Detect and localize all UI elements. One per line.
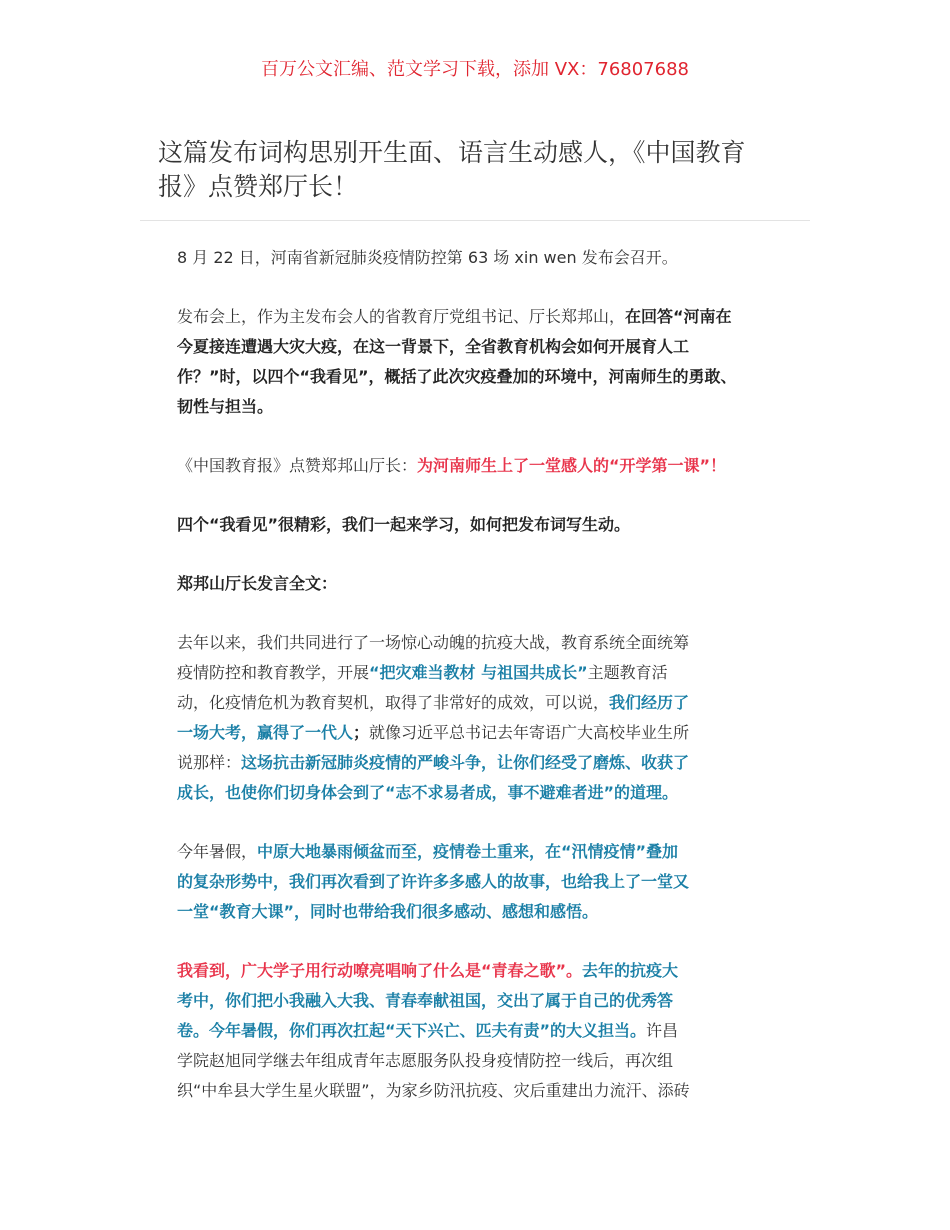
paragraph-line xyxy=(177,510,777,540)
bold-text: 郑邦山厅长发言全文： xyxy=(177,574,338,593)
body-text: 《中国教育报》点赞郑邦山厅长： xyxy=(177,456,418,475)
body-text: 今年暑假， xyxy=(177,842,258,861)
body-text: 说那样： xyxy=(177,753,242,772)
blue-highlight-text: 的复杂形势中，我们再次看到了许许多多感人的故事，也给我上了一堂又 xyxy=(177,872,690,891)
paragraph-line xyxy=(177,748,777,778)
article-paragraph xyxy=(177,628,777,808)
bold-text: 四个“我看见”很精彩，我们一起来学习，如何把发布词写生动。 xyxy=(177,515,631,534)
article-paragraph xyxy=(177,569,777,599)
paragraph-line xyxy=(177,332,777,362)
body-text: 发布会上，作为主发布会人的省教育厅党组书记、厅长郑邦山， xyxy=(177,307,626,326)
paragraph-line xyxy=(177,243,777,273)
article-paragraph xyxy=(177,451,777,481)
paragraph-line xyxy=(177,688,777,718)
paragraph-line xyxy=(177,1046,777,1076)
red-highlight-text: 我看到，广大学子用行动嘹亮唱响了什么是“青春之歌”。 xyxy=(177,961,583,980)
paragraph-line xyxy=(177,956,777,986)
paragraph-line xyxy=(177,451,777,481)
body-text: 学院赵旭同学继去年组成青年志愿服务队投身疫情防控一线后，再次组 xyxy=(177,1051,674,1070)
blue-highlight-text: 这场抗击新冠肺炎疫情的严峻斗争，让你们经受了磨炼、收获了 xyxy=(241,753,690,772)
body-text: 主题教育活 xyxy=(587,663,668,682)
paragraph-line xyxy=(177,718,777,748)
paragraph-line xyxy=(177,392,777,422)
bold-text: 作？”时，以四个“我看见”，概括了此次灾疫叠加的环境中，河南师生的勇敢、 xyxy=(177,367,737,386)
body-text: 许昌 xyxy=(646,1021,679,1040)
body-text: 8 月 22 日，河南省新冠肺炎疫情防控第 63 场 xin wen 发布会召开。 xyxy=(177,248,678,267)
paragraph-line xyxy=(177,986,777,1016)
bold-text: ； xyxy=(353,723,370,742)
body-text: 去年以来，我们共同进行了一场惊心动魄的抗疫大战，教育系统全面统筹 xyxy=(177,633,690,652)
blue-highlight-text: “把灾难当教材 与祖国共成长” xyxy=(369,663,588,682)
blue-highlight-text: 卷。今年暑假，你们再次扛起“天下兴亡、匹夫有责”的大义担当。 xyxy=(177,1021,647,1040)
blue-highlight-text: 一场大考，赢得了一代人 xyxy=(177,723,354,742)
paragraph-line xyxy=(177,867,777,897)
article-paragraph xyxy=(177,243,777,273)
paragraph-line xyxy=(177,569,777,599)
body-text: 就像习近平总书记去年寄语广大高校毕业生所 xyxy=(369,723,690,742)
paragraph-line xyxy=(177,302,777,332)
watermark-banner: 百万公文汇编、范文学习下载，添加 VX：76807688 xyxy=(261,59,689,80)
red-highlight-text: 为河南师生上了一堂感人的“开学第一课”！ xyxy=(417,456,727,475)
blue-highlight-text: 一堂“教育大课”，同时也带给我们很多感动、感想和感悟。 xyxy=(177,902,599,921)
blue-highlight-text: 去年的抗疫大 xyxy=(582,961,679,980)
article-title-line: 报》点赞郑厅长！ xyxy=(158,172,359,201)
bold-text: 韧性与担当。 xyxy=(177,397,274,416)
body-text: 动，化疫情危机为教育契机，取得了非常好的成效，可以说， xyxy=(177,693,610,712)
paragraph-line xyxy=(177,897,777,927)
body-text: 疫情防控和教育教学，开展 xyxy=(177,663,370,682)
article-paragraph xyxy=(177,837,777,927)
blue-highlight-text: 考中，你们把小我融入大我、青春奉献祖国，交出了属于自己的优秀答 xyxy=(177,991,674,1010)
paragraph-line xyxy=(177,362,777,392)
article-paragraph xyxy=(177,956,777,1106)
blue-highlight-text: 成长，也使你们切身体会到了“志不求易者成，事不避难者进”的道理。 xyxy=(177,783,679,802)
blue-highlight-text: 中原大地暴雨倾盆而至，疫情卷土重来，在“汛情疫情”叠加 xyxy=(257,842,679,861)
paragraph-line xyxy=(177,1076,777,1106)
article-body xyxy=(177,243,777,1135)
bold-text: 在回答“河南在 xyxy=(625,307,732,326)
paragraph-line xyxy=(177,837,777,867)
paragraph-line xyxy=(177,658,777,688)
paragraph-line xyxy=(177,778,777,808)
paragraph-line xyxy=(177,628,777,658)
article-title xyxy=(158,136,798,204)
article-paragraph xyxy=(177,302,777,422)
bold-text: 今夏接连遭遇大灾大疫，在这一背景下，全省教育机构会如何开展育人工 xyxy=(177,337,690,356)
title-divider xyxy=(140,220,810,221)
article-paragraph xyxy=(177,510,777,540)
article-title-line: 这篇发布词构思别开生面、语言生动感人，《中国教育 xyxy=(158,138,746,167)
paragraph-line xyxy=(177,1016,777,1046)
body-text: 织“中牟县大学生星火联盟”，为家乡防汛抗疫、灾后重建出力流汗、添砖 xyxy=(177,1081,690,1100)
blue-highlight-text: 我们经历了 xyxy=(609,693,690,712)
